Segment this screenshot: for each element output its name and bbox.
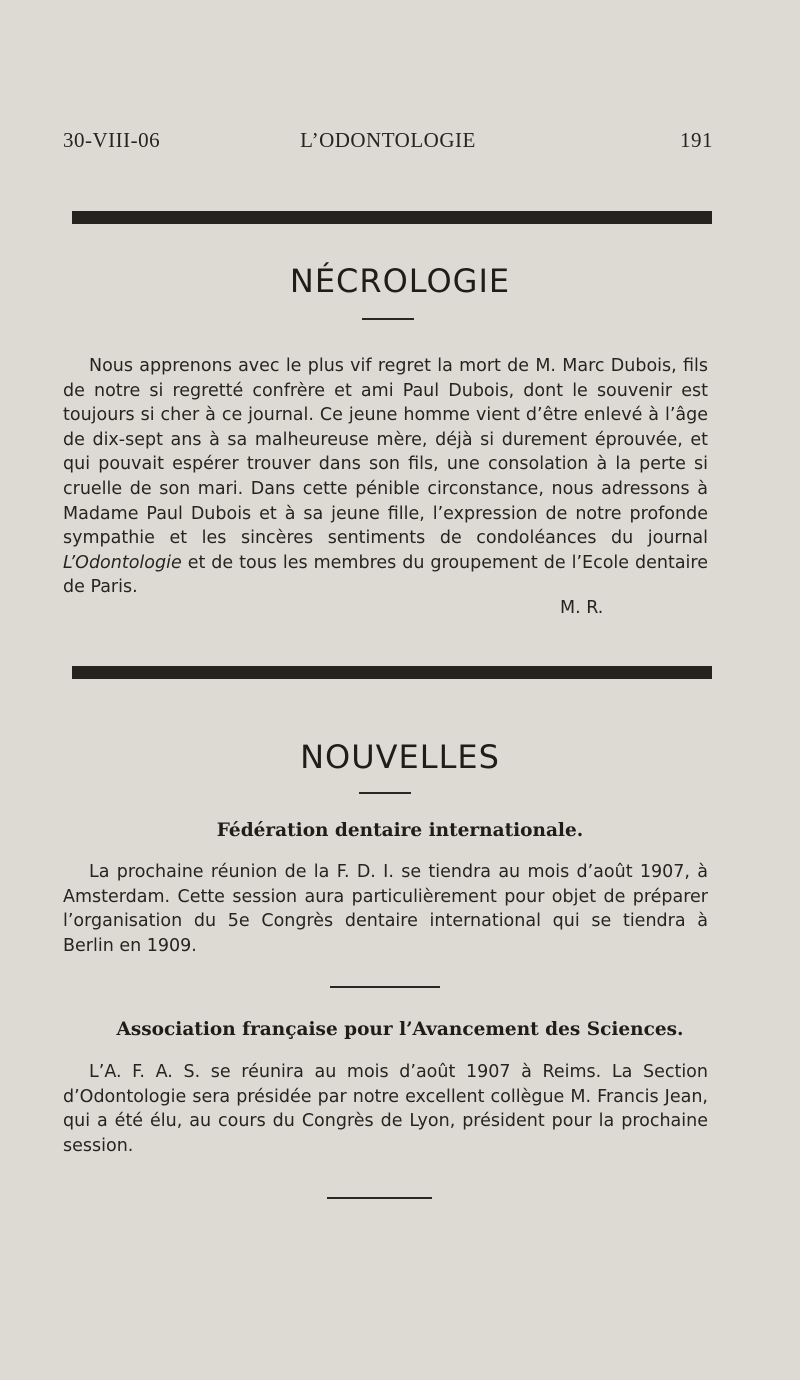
journal-name-italic: L’Odontologie: [63, 552, 182, 573]
nouvelles-short-rule: [359, 792, 411, 794]
necrologie-heading: NÉCROLOGIE: [289, 262, 511, 300]
association-paragraph: L’A. F. A. S. se réunira au mois d’août 1907 à Reims. La Section d’Odontologie sera présidée par notre excellent collègue M. Francis Jean, qui a été élu, au cours du Congrès de Lyon, président pour la prochaine session.: [63, 1062, 708, 1156]
necrologie-text-part1: Nous apprenons avec le plus vif regret la mort de M. Marc Dubois, fils de notre si regretté confrère et ami Paul Dubois, dont le souvenir est toujours si cher à ce journal. Ce jeune homme vient d’être enlevé à l’âge de dix-sept ans à sa malheureuse mère, déjà si durement éprouvée, et qui pouvait espérer trouver dans son fils, une consolation à la perte si cruelle de son mari. Dans cette pénible circonstance, nous adressons à Madame Paul Dubois et à sa jeune fille, l’expression de notre profonde sympathie et les sincères sentiments de condoléances du journal: [63, 356, 708, 549]
issue-date: 30-VIII-06: [63, 128, 161, 152]
journal-title: L’ODONTOLOGIE: [300, 128, 476, 152]
necrologie-text-part2: et de tous les membres du groupement de l’Ecole dentaire de Paris.: [63, 552, 708, 598]
signature: M. R.: [560, 598, 604, 618]
necrologie-paragraph: [63, 354, 708, 600]
association-heading: Association française pour l’Avancement des Sciences.: [116, 1019, 684, 1040]
nouvelles-heading: NOUVELLES: [300, 738, 500, 776]
federation-paragraph: La prochaine réunion de la F. D. I. se tiendra au mois d’août 1907, à Amsterdam. Cette session aura particulièrement pour objet de préparer l’organisation du 5e Congrès dentaire international qui se tiendra à Berlin en 1909.: [63, 862, 708, 956]
middle-ornamental-rule: [72, 666, 712, 679]
necrologie-short-rule: [362, 318, 414, 320]
federation-heading: Fédération dentaire internationale.: [216, 820, 584, 841]
page-number: 191: [680, 128, 713, 152]
section-divider: [330, 986, 440, 988]
end-divider: [327, 1197, 432, 1199]
top-ornamental-rule: [72, 211, 712, 224]
